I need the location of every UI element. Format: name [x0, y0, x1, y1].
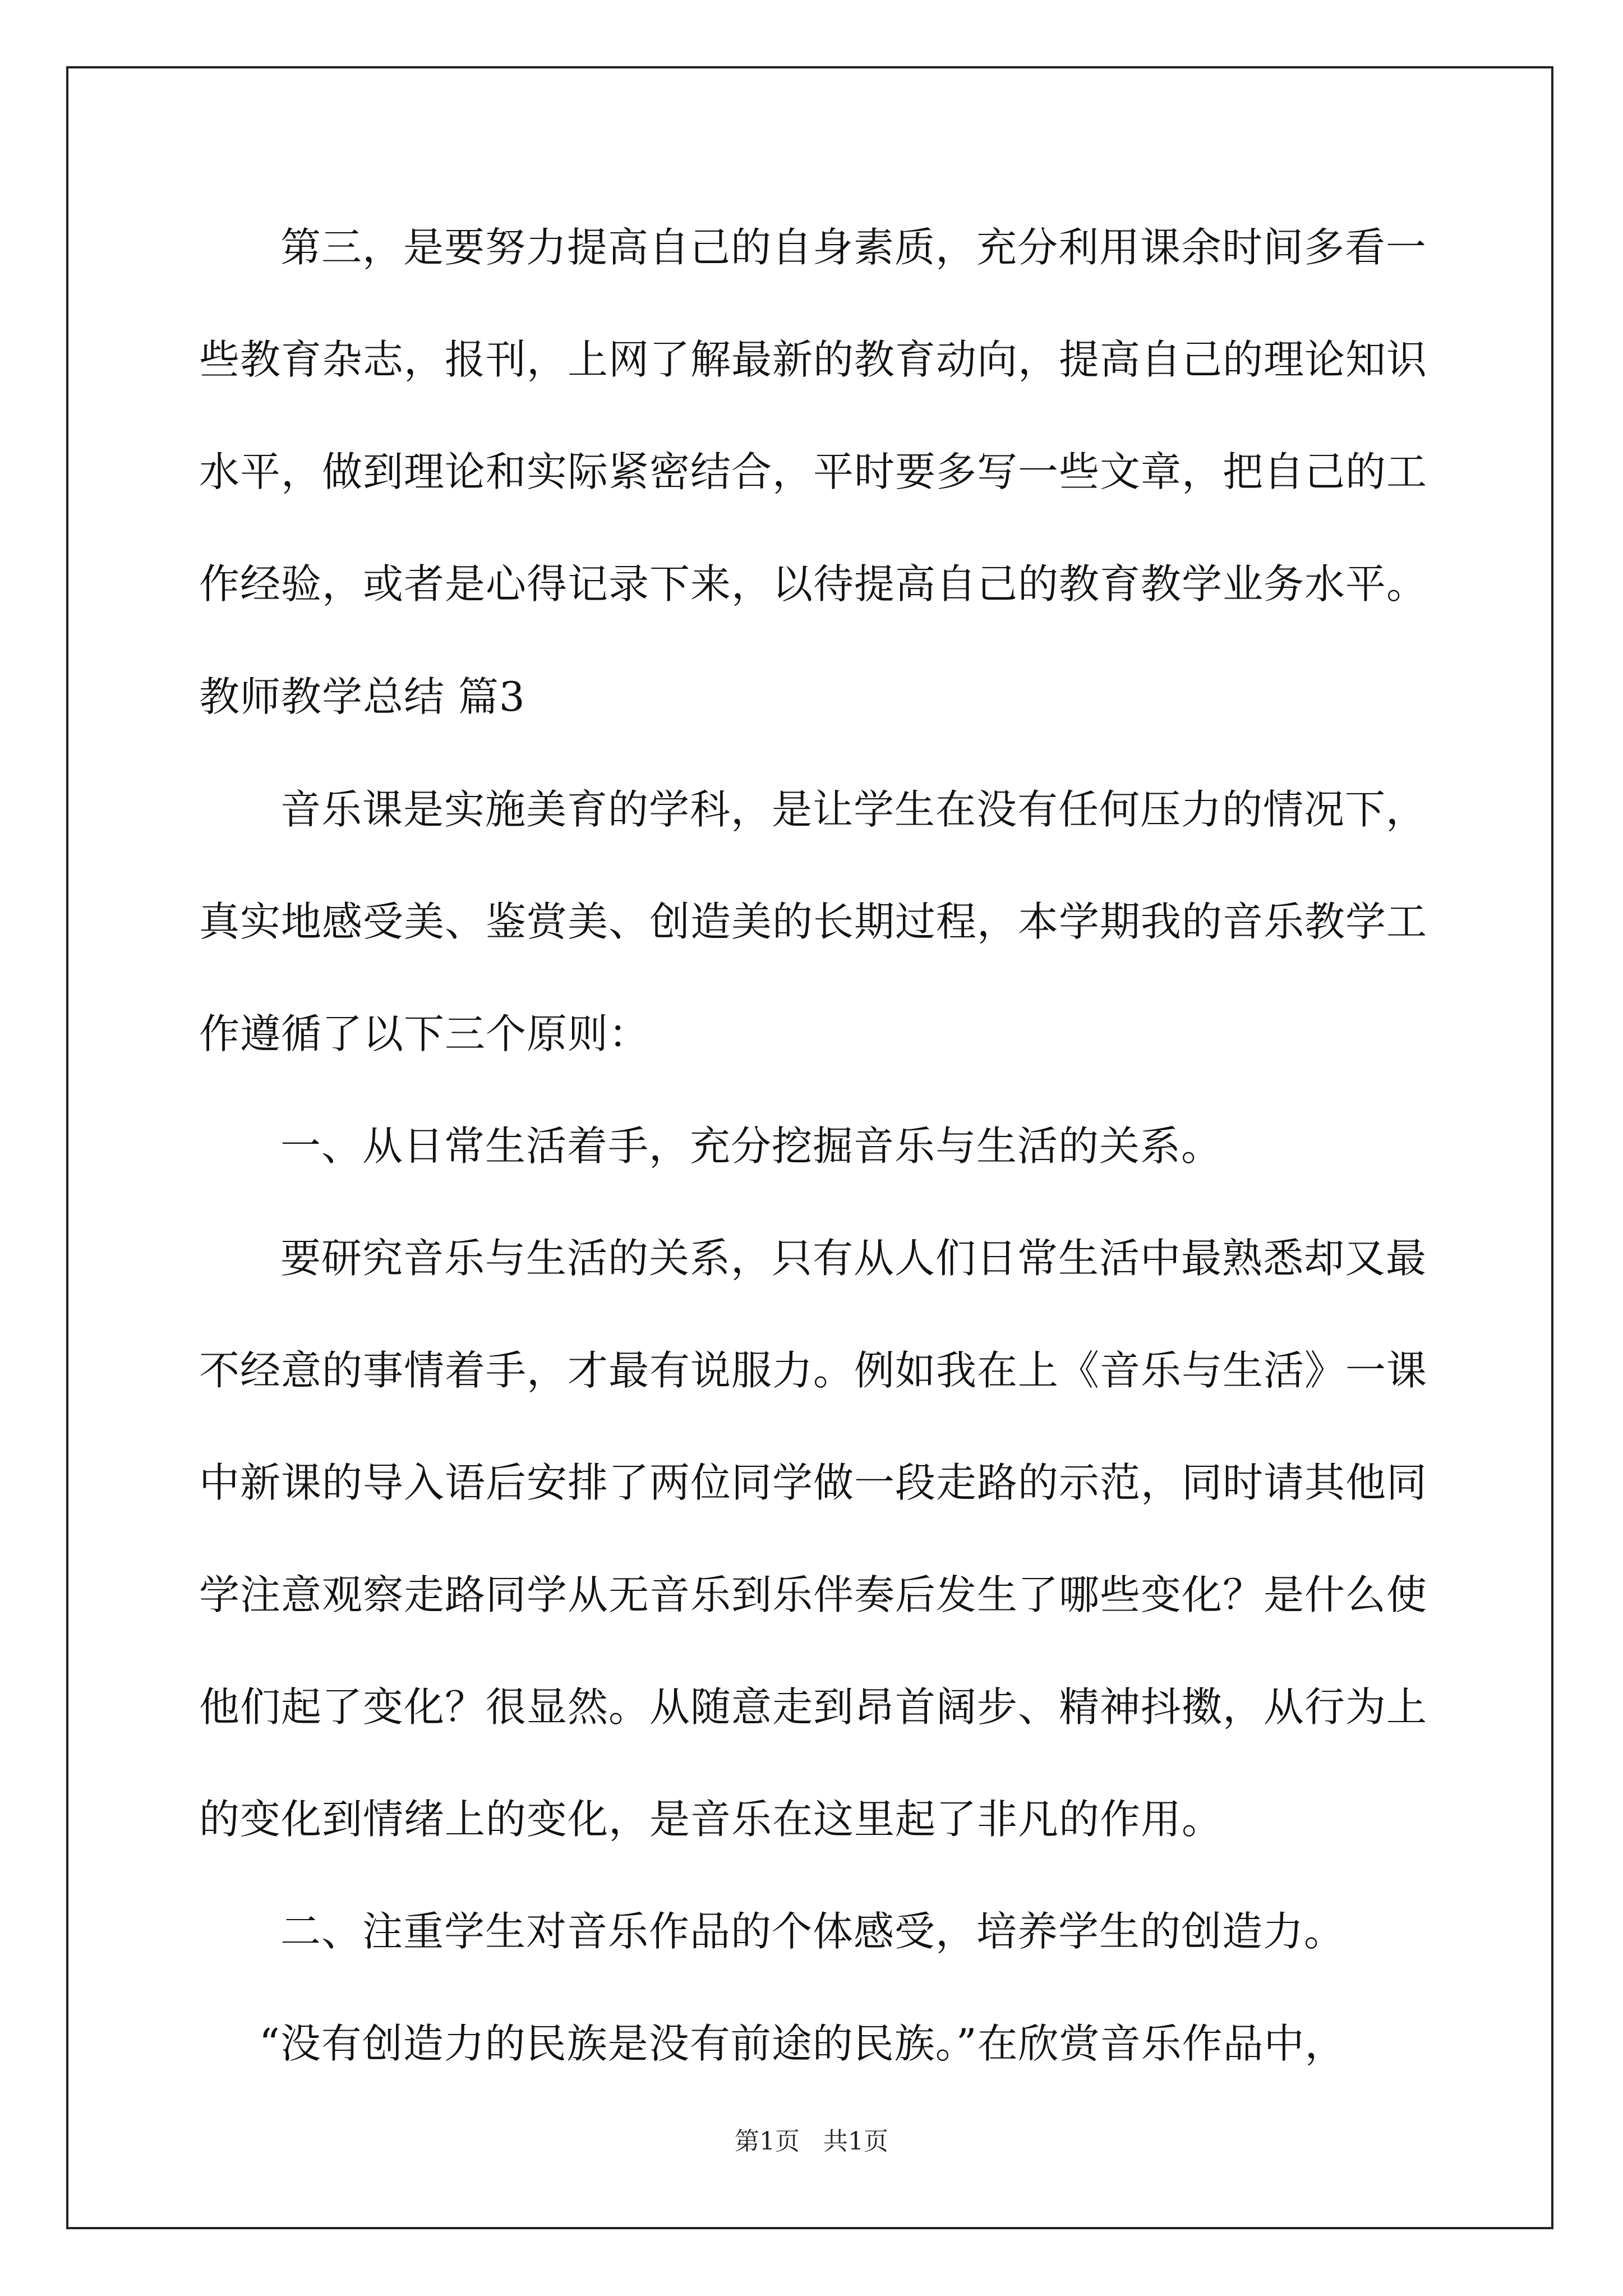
text-line: 水平，做到理论和实际紧密结合，平时要多写一些文章，把自己的工: [199, 448, 1428, 495]
section-heading: 教师教学总结 篇3: [199, 673, 525, 720]
text-line: 学注意观察走路同学从无音乐到乐伴奏后发生了哪些变化？是什么使: [199, 1571, 1428, 1618]
text-line: 要研究音乐与生活的关系，只有从人们日常生活中最熟悉却又最: [280, 1235, 1427, 1282]
page-total: 共1页: [823, 2127, 888, 2156]
text-line: 的变化到情绪上的变化，是音乐在这里起了非凡的作用。: [199, 1796, 1223, 1843]
text-line: 二、注重学生对音乐作品的个体感受，培养学生的创造力。: [280, 1908, 1345, 1955]
text-line: “没有创造力的民族是没有前途的民族。”在欣赏音乐作品中，: [259, 2020, 1346, 2067]
text-line: 作遵循了以下三个原则：: [199, 1010, 650, 1057]
page-number: 第1页: [735, 2127, 800, 2156]
text-line: 音乐课是实施美育的学科，是让学生在没有任何压力的情况下，: [280, 786, 1427, 833]
text-line: 中新课的导入语后安排了两位同学做一段走路的示范，同时请其他同: [199, 1459, 1428, 1506]
text-line: 一、从日常生活着手，充分挖掘音乐与生活的关系。: [280, 1122, 1223, 1170]
text-line: 第三，是要努力提高自己的自身素质，充分利用课余时间多看一: [280, 224, 1427, 271]
text-line: 不经意的事情着手，才最有说服力。例如我在上《音乐与生活》一课: [199, 1347, 1428, 1394]
text-line: 真实地感受美、鉴赏美、创造美的长期过程，本学期我的音乐教学工: [199, 898, 1428, 945]
text-line: 些教育杂志，报刊，上网了解最新的教育动向，提高自己的理论知识: [199, 336, 1428, 383]
text-line: 作经验，或者是心得记录下来，以待提高自己的教育教学业务水平。: [199, 560, 1428, 608]
page-footer: [0, 2129, 1623, 2154]
text-line: 他们起了变化？很显然。从随意走到昂首阔步、精神抖擞，从行为上: [199, 1683, 1428, 1731]
